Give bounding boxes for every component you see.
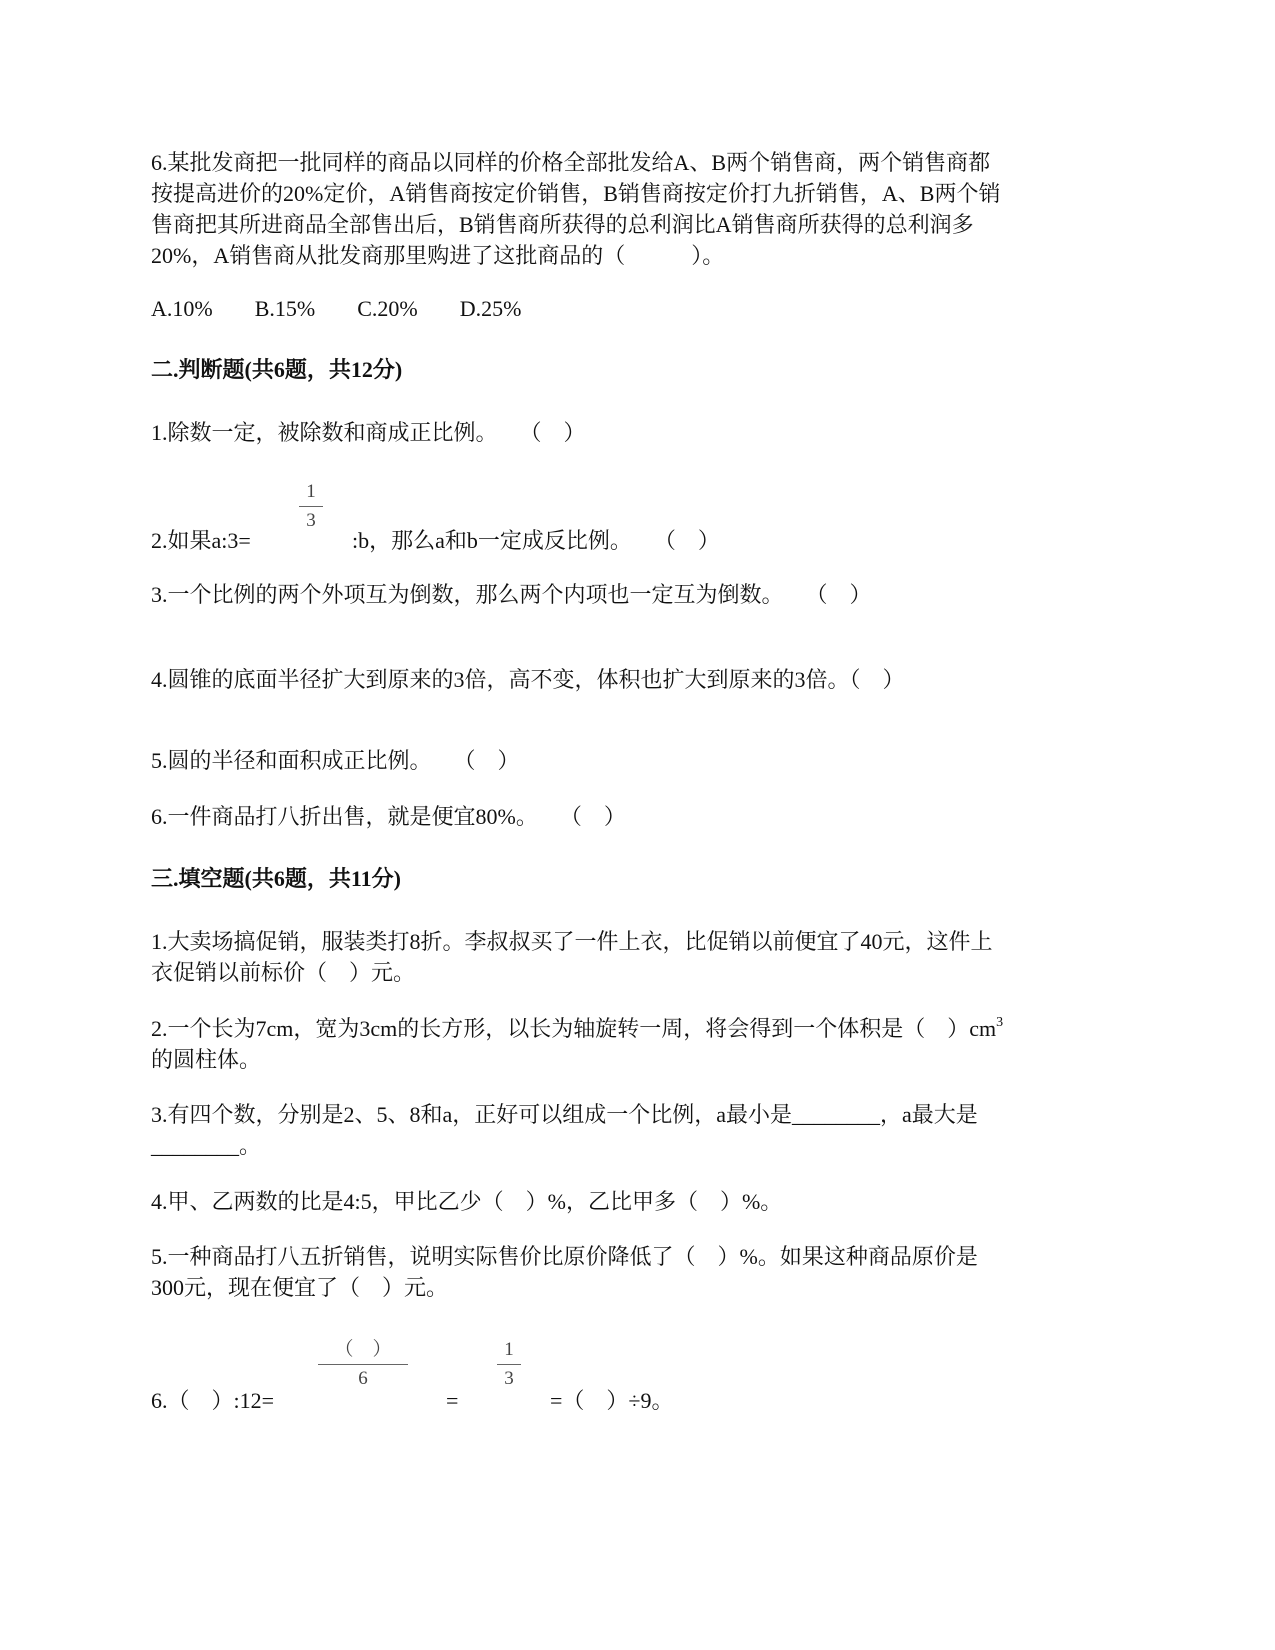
- fraction-denominator: 3: [306, 510, 316, 531]
- fraction-numerator: （ ）: [334, 1339, 392, 1360]
- fraction-denominator: 3: [504, 1368, 514, 1389]
- judge-q6: 6.一件商品打八折出售，就是便宜80%。 （ ）: [151, 804, 626, 829]
- judge-q2-pre: 2.如果a:3=: [151, 528, 251, 553]
- fill-q3-line-1: 3.有四个数，分别是2、5、8和a，正好可以组成一个比例，a最小是________，a最大是: [151, 1102, 978, 1127]
- judge-q5: 5.圆的半径和面积成正比例。 （ ）: [151, 748, 520, 773]
- fraction-numerator: 1: [306, 481, 316, 502]
- option-a: A.10%: [151, 296, 213, 321]
- option-b: B.15%: [254, 296, 316, 321]
- q6-line-3: 售商把其所进商品全部售出后，B销售商所获得的总利润比A销售商所获得的总利润多: [151, 212, 974, 237]
- fill-q4: 4.甲、乙两数的比是4:5，甲比乙少（ ）%，乙比甲多（ ）%。: [151, 1189, 783, 1214]
- option-d: D.25%: [459, 296, 522, 321]
- judge-q2-fraction: [296, 480, 326, 533]
- fill-q5-line-2: 300元，现在便宜了（ ）元。: [151, 1275, 449, 1300]
- fill-q1-line-1: 1.大卖场搞促销，服装类打8折。李叔叔买了一件上衣，比促销以前便宜了40元，这件上: [151, 929, 993, 954]
- option-c: C.20%: [357, 296, 418, 321]
- fill-q2-text: 2.一个长为7cm，宽为3cm的长方形，以长为轴旋转一周，将会得到一个体积是（ ）cm: [151, 1016, 997, 1041]
- section-2-title: 二.判断题(共6题，共12分): [151, 357, 403, 382]
- fill-q6-fraction-1: [318, 1338, 408, 1391]
- q6-line-2: 按提高进价的20%定价，A销售商按定价销售，B销售商按定价打九折销售，A、B两个销: [151, 181, 1001, 206]
- fraction-bar: [318, 1364, 408, 1365]
- judge-q4: 4.圆锥的底面半径扩大到原来的3倍，高不变，体积也扩大到原来的3倍。（ ）: [151, 667, 905, 692]
- fill-q6-fraction-2: [494, 1338, 524, 1391]
- fill-q6-pre: 6.（ ）:12=: [151, 1388, 275, 1413]
- fraction-bar: [497, 1364, 521, 1365]
- fill-q2-line-1: [151, 1014, 1003, 1048]
- fill-q3-line-2: ________。: [151, 1133, 262, 1158]
- judge-q2-post: :b，那么a和b一定成反比例。 （ ）: [352, 528, 720, 553]
- fraction-denominator: 6: [358, 1368, 368, 1389]
- section-3-title: 三.填空题(共6题，共11分): [151, 866, 401, 891]
- judge-q1: 1.除数一定，被除数和商成正比例。 （ ）: [151, 420, 586, 445]
- fraction-bar: [299, 506, 323, 507]
- fill-q5-line-1: 5.一种商品打八五折销售，说明实际售价比原价降低了（ ）%。如果这种商品原价是: [151, 1244, 978, 1269]
- q6-line-4: 20%，A销售商从批发商那里购进了这批商品的（ ）。: [151, 243, 725, 268]
- q6-line-1: 6.某批发商把一批同样的商品以同样的价格全部批发给A、B两个销售商，两个销售商都: [151, 150, 991, 175]
- fraction-numerator: 1: [504, 1339, 514, 1360]
- fill-q6-post: =（ ）÷9。: [550, 1388, 674, 1413]
- fill-q1-line-2: 衣促销以前标价（ ）元。: [151, 960, 416, 985]
- judge-q3: 3.一个比例的两个外项互为倒数，那么两个内项也一定互为倒数。 （ ）: [151, 582, 872, 607]
- fill-q6-equals: =: [446, 1388, 459, 1413]
- fill-q2-line-2: 的圆柱体。: [151, 1047, 262, 1072]
- q6-options: [151, 294, 563, 324]
- cubed-superscript: 3: [996, 1015, 1004, 1030]
